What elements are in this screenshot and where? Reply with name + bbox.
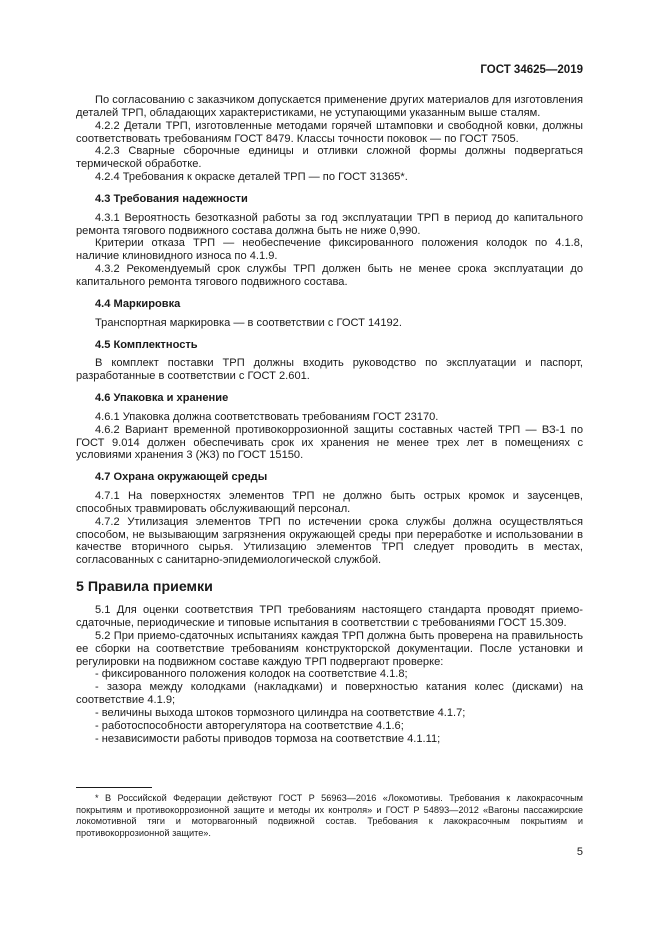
footnote: * В Российской Федерации действуют ГОСТ Р 56963—2016 «Локомотивы. Требования к лакокрасочным покрытиям и противокоррозионной защите и методы их контроля» и ГОСТ Р 54893—2012 «Вагоны пассажирские локомотивной тяги и моторвагонный подвижной состав. Требования к лакокрасочным покрытиям и противокоррозионной защите». — [76, 793, 583, 838]
paragraph-4-7-1: 4.7.1 На поверхностях элементов ТРП не должно быть острых кромок и заусенцев, способных травмировать обслуживающий персонал. — [76, 490, 583, 515]
footnote-divider — [76, 787, 152, 788]
paragraph-4-2-3: 4.2.3 Сварные сборочные единицы и отливки сложной формы должны подвергаться термической обработке. — [76, 145, 583, 171]
list-item: - зазора между колодками (накладками) и поверхностью катания колес (дисками) на соответствие 4.1.9; — [76, 681, 583, 707]
paragraph-4-7-2: 4.7.2 Утилизация элементов ТРП по истечении срока службы должна осуществляться способом, не вызывающим загрязнения окружающей среды при переработке и использовании в качестве вторичного сырья. Утилизацию элементов ТРП следует проводить в местах, согласованных с санитарно-эпидемиологической службой. — [76, 515, 583, 567]
document-body — [76, 94, 583, 745]
page-number: 5 — [576, 846, 583, 858]
list-item: - величины выхода штоков тормозного цилиндра на соответствие 4.1.7; — [95, 706, 466, 719]
paragraph-4-2-2: 4.2.2 Детали ТРП, изготовленные методами горячей штамповки и свободной ковки, должны соответствовать требованиям ГОСТ 8479. Классы точности поковок — по ГОСТ 7505. — [76, 119, 583, 145]
paragraph: В комплект поставки ТРП должны входить руководство по эксплуатации и паспорт, разработанные в соответствии с ГОСТ 2.601. — [76, 357, 583, 383]
paragraph-5-1: 5.1 Для оценки соответствия ТРП требованиям настоящего стандарта проводят приемо-сдаточные, периодические и типовые испытания в соответствии с требованиями ГОСТ 15.309. — [76, 604, 583, 629]
paragraph-4-6-2: 4.6.2 Вариант временной противокоррозионной защиты составных частей ТРП — ВЗ-1 по ГОСТ 9.014 должен обеспечивать срок их хранения не менее трех лет в помещениях с условиями хранения 3 (Ж3) по ГОСТ 15150. — [76, 423, 583, 462]
list-item: - работоспособности авторегулятора на соответствие 4.1.6; — [95, 719, 404, 732]
paragraph-4-3-1: 4.3.1 Вероятность безотказной работы за год эксплуатации ТРП в период до капитального ремонта тягового подвижного состава должна быть не ниже 0,990. — [76, 211, 583, 237]
chapter-heading-5: 5 Правила приемки — [76, 579, 213, 596]
section-heading-4-5: 4.5 Комплектность — [95, 338, 198, 351]
paragraph: Критерии отказа ТРП — необеспечение фиксированного положения колодок по 4.1.8, наличие клиновидного износа по 4.1.9. — [76, 237, 583, 263]
section-heading-4-4: 4.4 Маркировка — [95, 297, 181, 310]
section-heading-4-7: 4.7 Охрана окружающей среды — [95, 471, 268, 484]
paragraph-4-6-1: 4.6.1 Упаковка должна соответствовать требованиям ГОСТ 23170. — [95, 410, 439, 423]
list-item: - фиксированного положения колодок на соответствие 4.1.8; — [95, 668, 408, 681]
section-heading-4-6: 4.6 Упаковка и хранение — [95, 392, 229, 405]
paragraph-4-2-4: 4.2.4 Требования к окраске деталей ТРП — по ГОСТ 31365*. — [95, 171, 408, 184]
list-item: - независимости работы приводов тормоза на соответствие 4.1.11; — [95, 732, 441, 745]
paragraph: Транспортная маркировка — в соответствии с ГОСТ 14192. — [95, 316, 402, 329]
paragraph: По согласованию с заказчиком допускается применение других материалов для изготовления деталей ТРП, обладающих характеристиками, не уступающими указанным выше сталям. — [76, 94, 583, 119]
document-header: ГОСТ 34625—2019 — [480, 64, 583, 76]
section-heading-4-3: 4.3 Требования надежности — [95, 192, 248, 205]
paragraph-4-3-2: 4.3.2 Рекомендуемый срок службы ТРП должен быть не менее срока эксплуатации до капитального ремонта тягового подвижного состава. — [76, 263, 583, 288]
paragraph-5-2: 5.2 При приемо-сдаточных испытаниях каждая ТРП должна быть проверена на правильность ее сборки на соответствие требованиям конструкторской документации. После установки и регулировки на подвижном составе каждую ТРП подвергают проверке: — [76, 629, 583, 668]
